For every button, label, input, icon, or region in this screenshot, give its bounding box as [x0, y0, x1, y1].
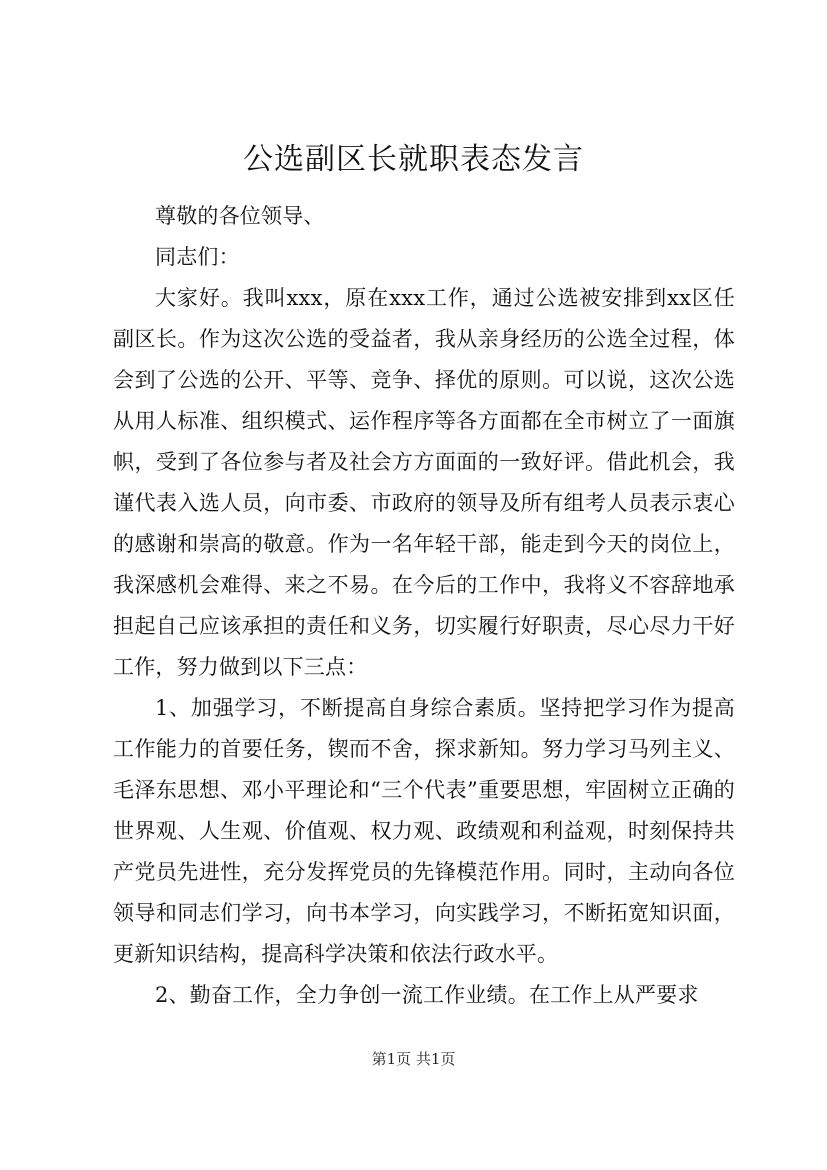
document-title: 公选副区长就职表态发言	[243, 142, 584, 177]
page-number-footer: 第1页 共1页	[371, 1050, 456, 1068]
salutation-line-2: 同志们：	[155, 245, 240, 269]
intro-paragraph: 大家好。我叫xxx，原在xxx工作，通过公选被安排到xx区任副区长。作为这次公选的受益者，我从亲身经历的公选全过程，体会到了公选的公开、平等、竞争、择优的原则。可以说，这次公选从用人标准、组织模式、运作程序等各方面都在全市树立了一面旗帜，受到了各位参与者及社会方方面面的一致好评。借此机会，我谨代表入选人员，向市委、市政府的领导及所有组考人员表示衷心的感谢和崇高的敬意。作为一名年轻干部，能走到今天的岗位上，我深感机会难得、来之不易。在今后的工作中，我将义不容辞地承担起自己应该承担的责任和义务，切实履行好职责，尽心尽力干好工作，努力做到以下三点：	[113, 286, 735, 679]
point-1-paragraph: 1、加强学习，不断提高自身综合素质。坚持把学习作为提高工作能力的首要任务，锲而不舍，探求新知。努力学习马列主义、毛泽东思想、邓小平理论和“三个代表”重要思想，牢固树立正确的世界观、人生观、价值观、权力观、政绩观和利益观，时刻保持共产党员先进性，充分发挥党员的先锋模范作用。同时，主动向各位领导和同志们学习，向书本学习，向实践学习，不断拓宽知识面，更新知识结构，提高科学决策和依法行政水平。	[113, 696, 735, 966]
salutation-line-1: 尊敬的各位领导、	[155, 204, 325, 228]
point-2-paragraph: 2、勤奋工作，全力争创一流工作业绩。在工作上从严要求	[155, 983, 699, 1007]
document-body	[113, 196, 735, 1016]
